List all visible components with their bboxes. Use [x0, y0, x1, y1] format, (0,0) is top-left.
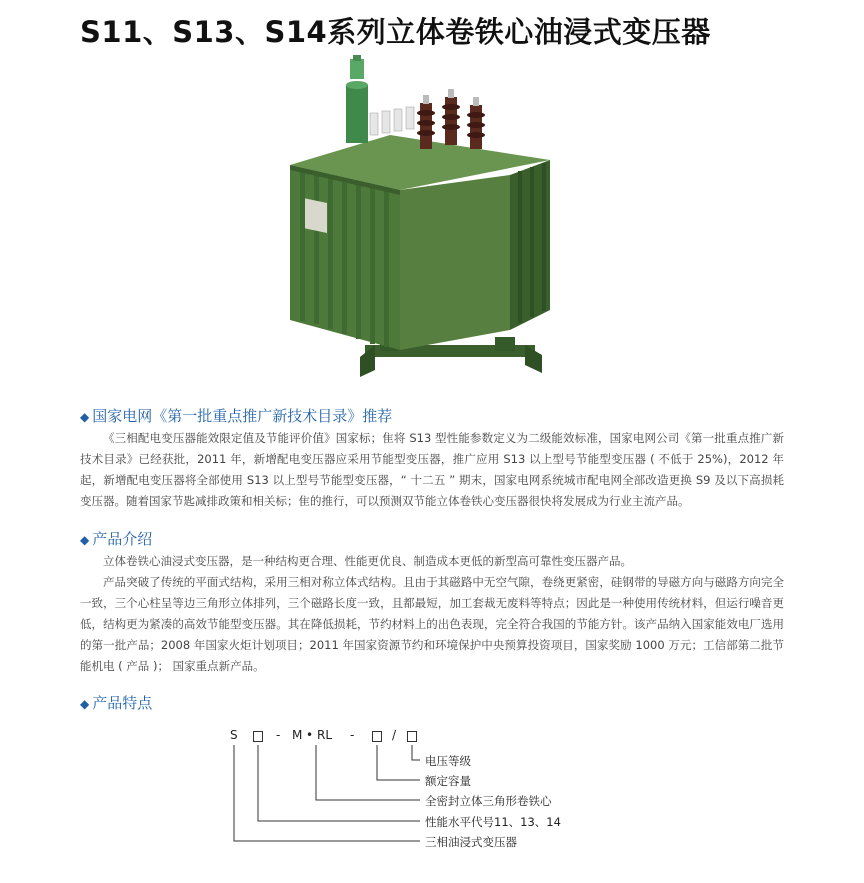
section-heading-features: ◆ 产品特点: [80, 694, 153, 712]
introduction-paragraph-2: 产品突破了传统的平面式结构，采用三相对称立体式结构。且由于其磁路中无空气隙，卷绕更紧密，硅钢带的导磁方向与磁路方向完全一致，三个心柱呈等边三角形立体排列，三个磁路长度一致，且都最短，加工套裁无废料等特点；因此是一种使用传统材料，但运行噪音更低，结构更为紧凑的高效节能型变压器。其在降低损耗，节约材料上的出色表现，完全符合我国的节能方针。该产品纳入国家能效电厂选用的第一批产品；2008 年国家火炬计划项目；2011 年国家资源节约和环境保护中央预算投资项目，国家奖励 1000 万元；工信部第二批节能机电 ( 产品 )； 国家重点新产品。: [80, 575, 784, 673]
diamond-icon: ◆: [80, 697, 90, 711]
introduction-paragraph-1: 立体卷铁心油浸式变压器，是一种结构更合理、性能更优良、制造成本更低的新型高可靠性变压器产品。: [103, 554, 632, 568]
transformer-icon: [290, 55, 550, 377]
code-rl: RL: [317, 728, 333, 742]
code-m: M: [292, 728, 303, 742]
label-voltage-class: 电压等级: [425, 754, 471, 768]
diamond-icon: ◆: [80, 410, 90, 424]
page-title: S11、S13、S14系列立体卷铁心油浸式变压器: [80, 15, 711, 49]
code-s: S: [230, 728, 238, 742]
code-dash: -: [276, 728, 281, 742]
section-heading-introduction: ◆ 产品介绍: [80, 530, 153, 548]
code-dot: •: [306, 728, 314, 742]
label-transformer-type: 三相油浸式变压器: [425, 835, 517, 849]
label-core-type: 全密封立体三角形卷铁心: [425, 794, 552, 808]
label-performance-code: 性能水平代号11、13、14: [425, 815, 561, 829]
code-dash: -: [350, 728, 355, 742]
section-heading-recommendation: ◆ 国家电网《第一批重点推广新技术目录》推荐: [80, 407, 393, 425]
label-rated-capacity: 额定容量: [425, 774, 471, 788]
model-designation-diagram: [226, 728, 646, 878]
diamond-icon: ◆: [80, 533, 90, 547]
code-slash: /: [392, 728, 397, 742]
product-image: [280, 55, 580, 385]
recommendation-paragraph: 《三相配电变压器能效限定值及节能评价值》国家标；隹将 S13 型性能参数定义为二级能效标准，国家电网公司《第一批重点推广新技术目录》已经获批，2011 年，新增配电变压器应采用节能型变压器，推广应用 S13 以上型号节能型变压器 ( 不低于 25%)，2012 年起，新增配电变压器将全部使用 S13 以上型号节能型变压器，“ 十二五 ” 期末，国家电网系统城市配电网全部改造更换 S9 及以下高损耗变压器。随着国家节匙减排政策和相关标；隹的推行，可以预测双节能立体卷铁心变压器很快将发展成为行业主流产品。: [80, 431, 784, 508]
